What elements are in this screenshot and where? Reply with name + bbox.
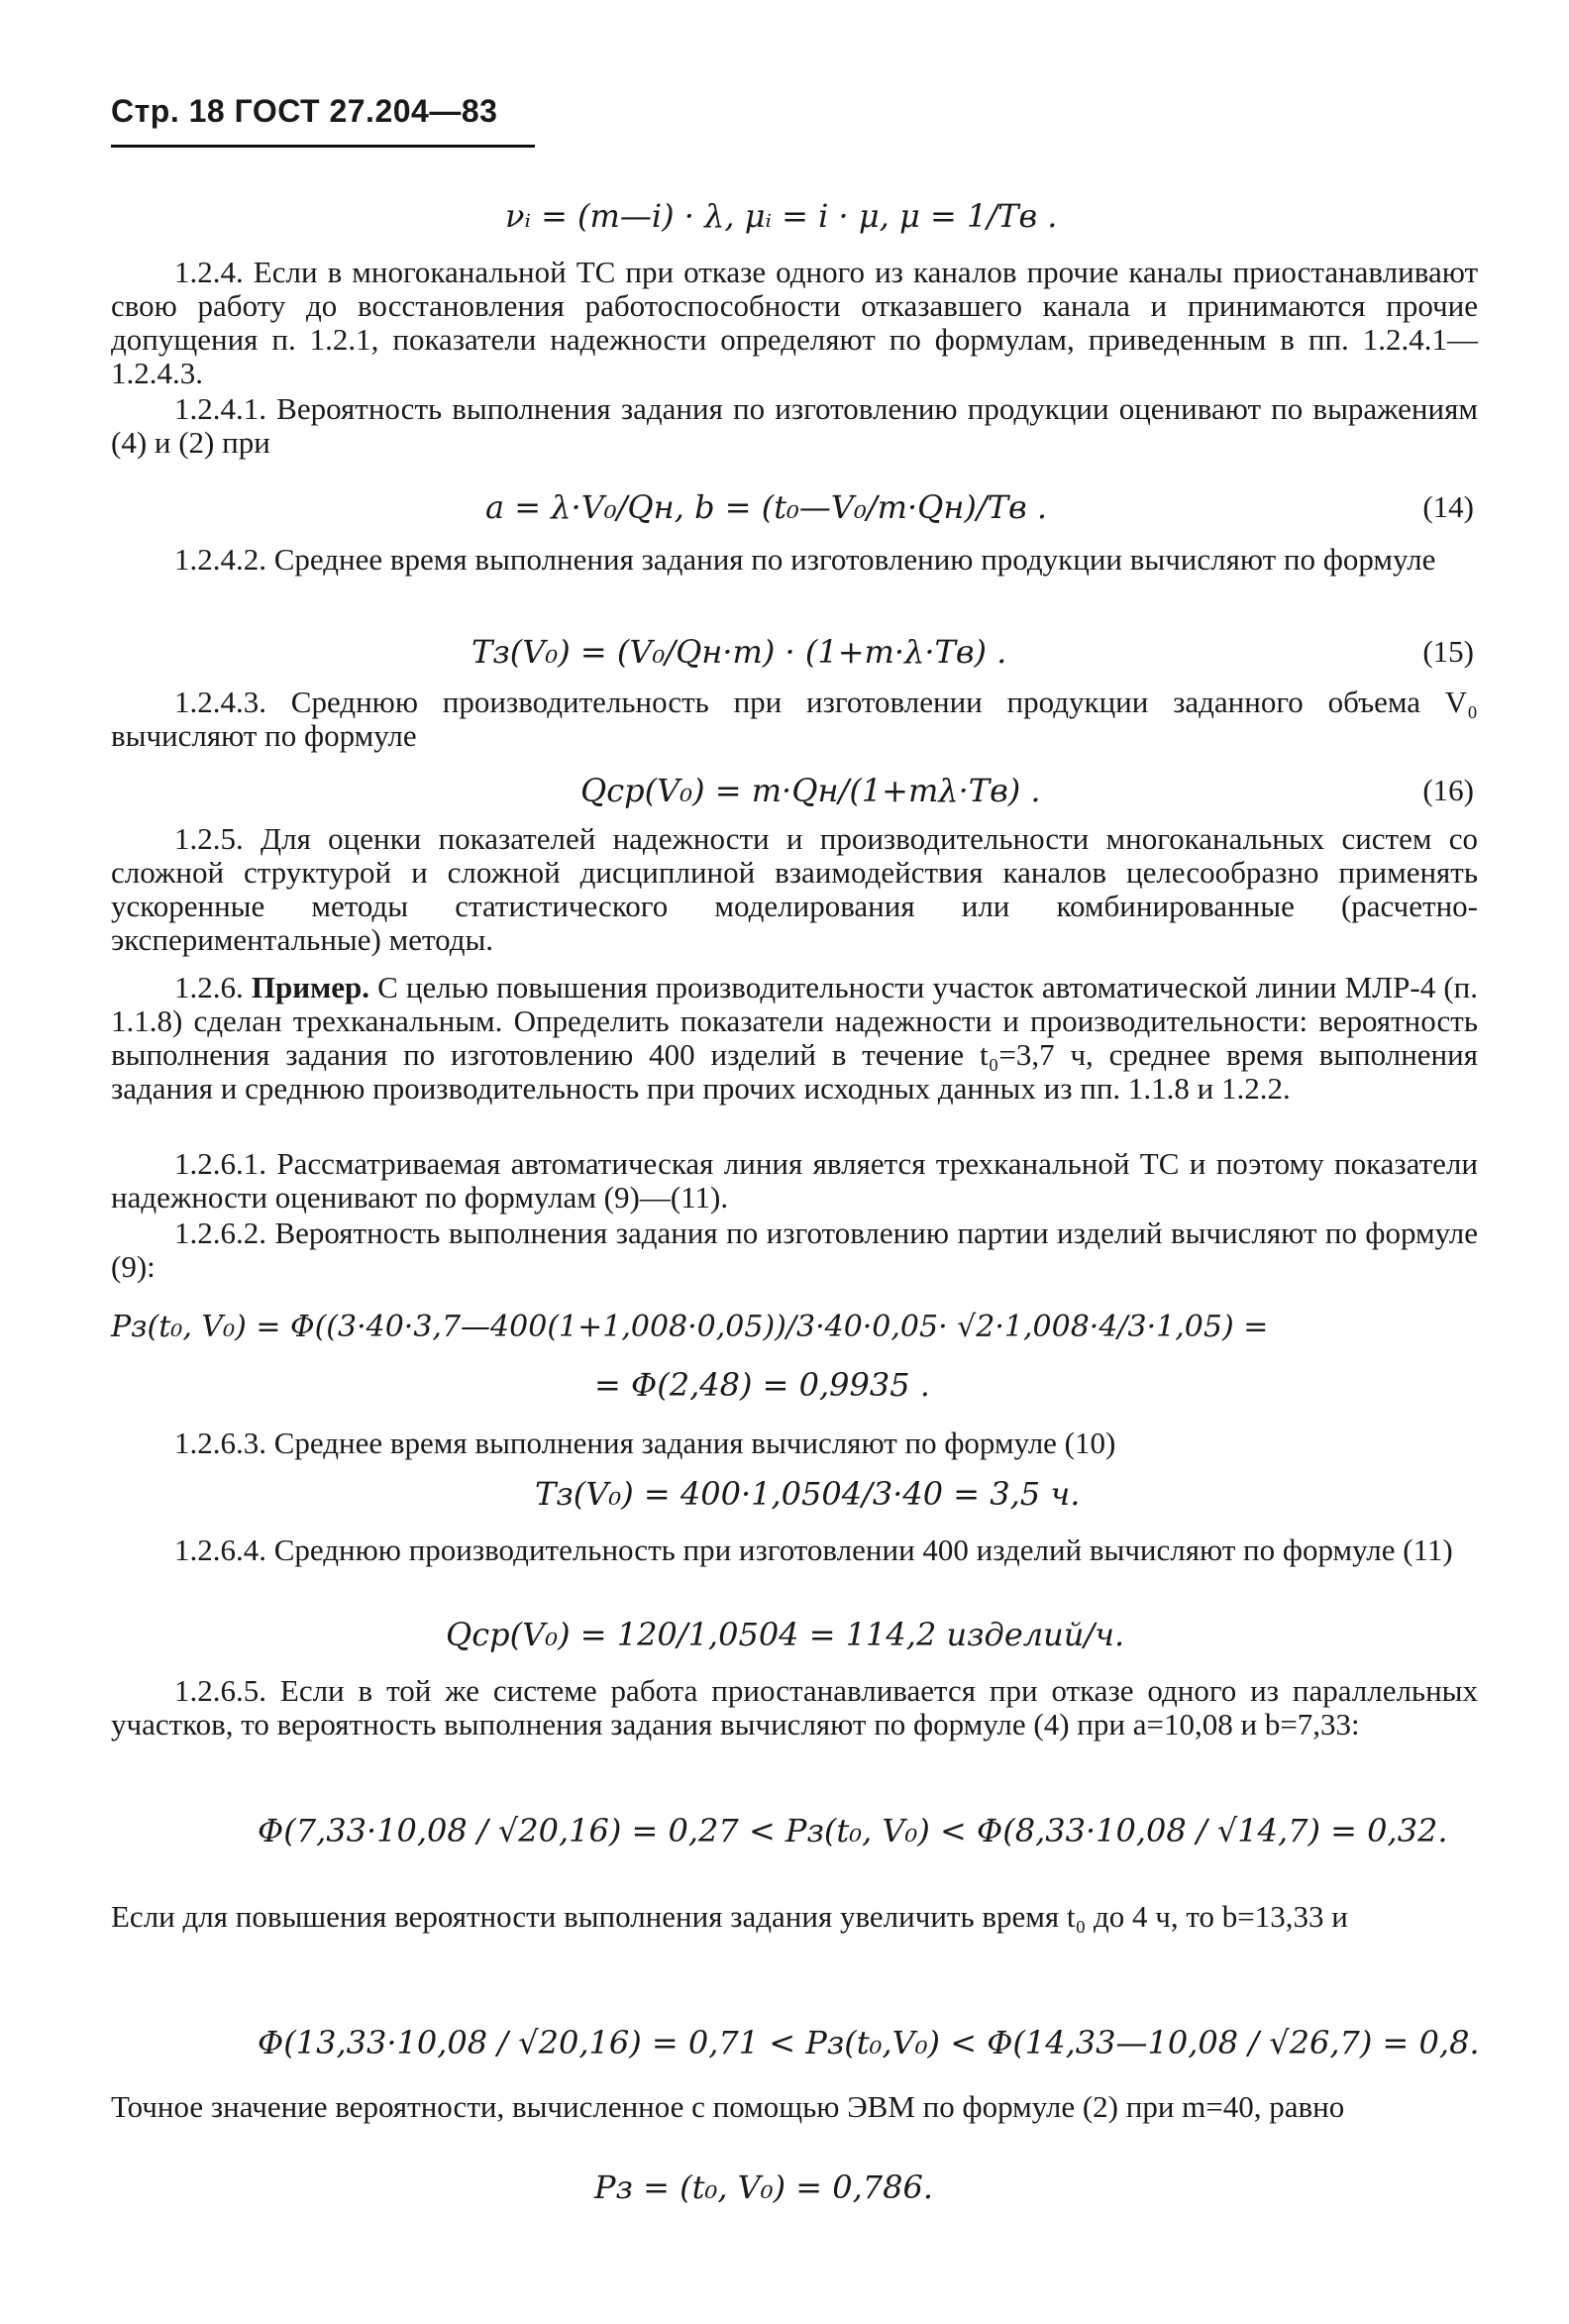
formula-mean-productivity: Qср(V₀) = 120/1,0504 = 114,2 изделий/ч. — [446, 1616, 1125, 1653]
formula-phi-bounds-1: Φ(7,33·10,08 / √20,16) = 0,27 < Pз(t₀, V₀) < Φ(8,33·10,08 / √14,7) = 0,32. — [258, 1812, 1448, 1849]
example-label: Пример. — [251, 970, 369, 1004]
equation-number-15: (15) — [1422, 634, 1474, 669]
equation-number-16: (16) — [1422, 773, 1474, 807]
formula-15: Tз(V₀) = (V₀/Qн·m) · (1+m·λ·Tв) . — [471, 633, 1007, 671]
paragraph-1-2-6-5: 1.2.6.5. Если в той же системе работа приостанавливается при отказе одного из параллельных участков, то вероятность выполнения задания вычисляют по формуле (4) при a=10,08 и b=7,33: — [111, 1673, 1478, 1742]
formula-probability: Pз(t₀, V₀) = Φ((3·40·3,7—400(1+1,008·0,05))/3·40·0,05· √2·1,008·4/3·1,05) = — [111, 1310, 1269, 1344]
equation-number-14: (14) — [1422, 489, 1474, 524]
paragraph-increase-time: Если для повышения вероятности выполнения задания увеличить время t₀ до 4 ч, то b=13,33 и — [111, 1899, 1348, 1934]
formula-14: a = λ·V₀/Qн, b = (t₀—V₀/m·Qн)/Tв . — [485, 488, 1047, 526]
paragraph-1-2-4-3: 1.2.4.3. Среднюю производительность при изготовлении продукции заданного объема V₀ вычисляют по формуле — [111, 685, 1478, 753]
formula-mean-time: Tз(V₀) = 400·1,0504/3·40 = 3,5 ч. — [535, 1475, 1081, 1513]
paragraph-1-2-6-4: 1.2.6.4. Среднюю производительность при изготовлении 400 изделий вычисляют по формуле (11) — [174, 1532, 1453, 1567]
header-rule — [111, 145, 535, 148]
paragraph-1-2-6 — [111, 971, 1478, 1106]
page-header: Стр. 18 ГОСТ 27.204—83 — [111, 93, 498, 129]
paragraph-1-2-6-3: 1.2.6.3. Среднее время выполнения задания вычисляют по формуле (10) — [174, 1426, 1116, 1460]
paragraph-1-2-5: 1.2.5. Для оценки показателей надежности и производительности многоканальных систем со сложной структурой и сложной дисциплиной взаимодействия каналов целесообразно применять ускоренные методы статистического моделирования или комбинированные (расчетно-экспериментальные) методы. — [111, 821, 1478, 957]
formula-rates: νᵢ = (m—i) · λ, μᵢ = i · μ, μ = 1/Tв . — [505, 197, 1058, 235]
paragraph-1-2-6-number: 1.2.6. — [174, 970, 244, 1004]
formula-16: Qср(V₀) = m·Qн/(1+mλ·Tв) . — [580, 772, 1041, 809]
paragraph-1-2-4: 1.2.4. Если в многоканальной ТС при отказе одного из каналов прочие каналы приостанавливают свою работу до восстановления работоспособности отказавшего канала и принимаются прочие допущения п. 1.2.1, показатели надежности определяют по формулам, приведенным в пп. 1.2.4.1—1.2.4.3. — [111, 255, 1478, 390]
formula-phi-bounds-2: Φ(13,33·10,08 / √20,16) = 0,71 < Pз(t₀,V₀) < Φ(14,33—10,08 / √26,7) = 0,8. — [258, 2024, 1480, 2061]
paragraph-1-2-6-2: 1.2.6.2. Вероятность выполнения задания по изготовлению партии изделий вычисляют по формуле (9): — [111, 1215, 1478, 1284]
formula-exact-probability: Pз = (t₀, V₀) = 0,786. — [594, 2168, 934, 2206]
paragraph-1-2-4-1: 1.2.4.1. Вероятность выполнения задания по изготовлению продукции оценивают по выражениям (4) и (2) при — [111, 391, 1478, 460]
formula-probability-result: = Φ(2,48) = 0,9935 . — [594, 1366, 930, 1404]
paragraph-1-2-4-2: 1.2.4.2. Среднее время выполнения задания по изготовлению продукции вычисляют по формуле — [174, 542, 1436, 577]
paragraph-exact-value: Точное значение вероятности, вычисленное с помощью ЭВМ по формуле (2) при m=40, равно — [111, 2089, 1345, 2124]
paragraph-1-2-6-text: С целью повышения производительности участок автоматической линии МЛР-4 (п. 1.1.8) сделан трехканальным. Определить показатели надежности и производительности: вероятность выполнения задания по изготовлению 400 изделий в течение t₀=3,7 ч, среднее время выполнения задания и среднюю производительность при прочих исходных данных из пп. 1.1.8 и 1.2.2. — [111, 970, 1479, 1106]
paragraph-1-2-6-1: 1.2.6.1. Рассматриваемая автоматическая линия является трехканальной ТС и поэтому показатели надежности оценивают по формулам (9)—(11). — [111, 1146, 1478, 1215]
